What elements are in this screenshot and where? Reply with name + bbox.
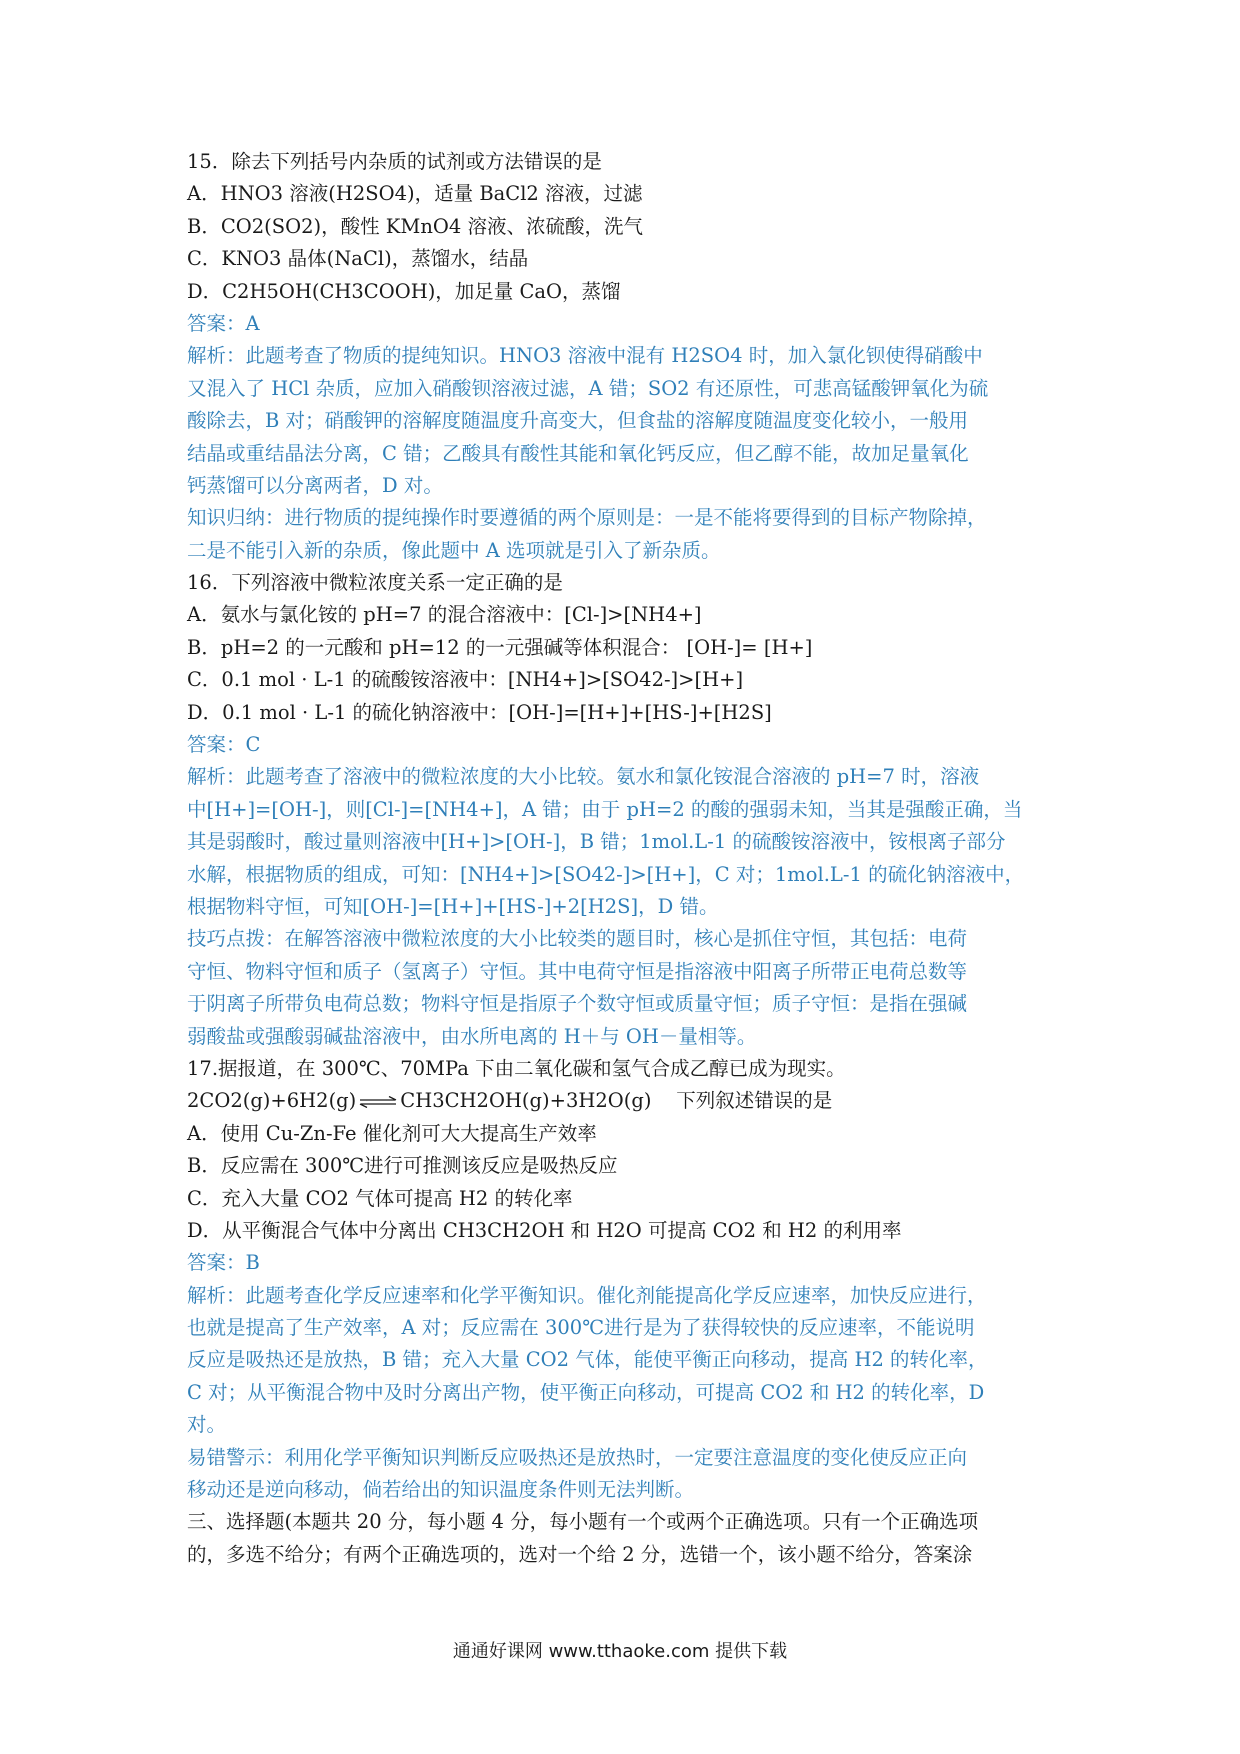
analysis-line: 反应是吸热还是放热，B 错；充入大量 CO2 气体，能使平衡正向移动，提高 H2 的转化率， <box>187 1348 988 1372</box>
analysis-line: 也就是提高了生产效率，A 对；反应需在 300℃进行是为了获得较快的反应速率，不能说明 <box>187 1316 975 1340</box>
question-17 <box>187 1053 1067 1506</box>
question-stem: 16．下列溶液中微粒浓度关系一定正确的是 <box>187 571 563 595</box>
equation-products: CH3CH2OH(g)+3H2O(g) <box>400 1089 652 1113</box>
equation-reactants: 2CO2(g)+6H2(g) <box>187 1089 357 1113</box>
analysis <box>187 1280 1067 1442</box>
option-c: C．0.1 mol · L-1 的硫酸铵溶液中：[NH4+]>[SO42-]>[H+] <box>187 668 744 692</box>
summary-line: 二是不能引入新的杂质，像此题中 A 选项就是引入了新杂质。 <box>187 538 721 562</box>
option-d: D．从平衡混合气体中分离出 CH3CH2OH 和 H2O 可提高 CO2 和 H2 的利用率 <box>187 1218 902 1242</box>
answer: 答案：C <box>187 733 261 757</box>
option-a: A．HNO3 溶液(H2SO4)，适量 BaCl2 溶液，过滤 <box>187 182 643 206</box>
analysis-line: 解析：此题考查了溶液中的微粒浓度的大小比较。氨水和氯化铵混合溶液的 pH=7 时，溶液 <box>187 765 980 789</box>
page-footer: 通通好课网 www.tthaoke.com 提供下载 <box>452 1641 788 1662</box>
answer: 答案：A <box>187 311 260 335</box>
section-line: 的，多选不给分；有两个正确选项的，选对一个给 2 分，选错一个，该小题不给分，答案涂 <box>187 1542 973 1566</box>
summary-line: 知识归纳：进行物质的提纯操作时要遵循的两个原则是：一是不能将要得到的目标产物除掉， <box>187 506 987 530</box>
option-c: C．KNO3 晶体(NaCl)，蒸馏水，结晶 <box>187 247 529 271</box>
analysis <box>187 340 1067 502</box>
analysis-line: 又混入了 HCl 杂质，应加入硝酸钡溶液过滤，A 错；SO2 有还原性，可悲高锰酸钾氧化为硫 <box>187 376 989 400</box>
analysis-line: 解析：此题考查了物质的提纯知识。HNO3 溶液中混有 H2SO4 时，加入氯化钡使得硝酸中 <box>187 344 983 368</box>
analysis-line: 其是弱酸时，酸过量则溶液中[H+]>[OH-]，B 错；1mol.L-1 的硫酸铵溶液中，铵根离子部分 <box>187 830 1006 854</box>
tips-line: 守恒、物料守恒和质子（氢离子）守恒。其中电荷守恒是指溶液中阳离子所带正电荷总数等 <box>187 959 968 983</box>
option-d: D．C2H5OH(CH3COOH)，加足量 CaO，蒸馏 <box>187 279 621 303</box>
tips-line: 于阴离子所带负电荷总数；物料守恒是指原子个数守恒或质量守恒；质子守恒：是指在强碱 <box>187 992 968 1016</box>
option-a: A．使用 Cu-Zn-Fe 催化剂可大大提高生产效率 <box>187 1121 597 1145</box>
option-b: B．CO2(SO2)，酸性 KMnO4 溶液、浓硫酸，洗气 <box>187 214 643 238</box>
analysis-line: 根据物料守恒，可知[OH-]=[H+]+[HS-]+2[H2S]，D 错。 <box>187 894 719 918</box>
option-b: B．pH=2 的一元酸和 pH=12 的一元强碱等体积混合： [OH-]= [H+] <box>187 635 813 659</box>
option-a: A．氨水与氯化铵的 pH=7 的混合溶液中：[Cl-]>[NH4+] <box>187 603 702 627</box>
equilibrium-arrow-icon <box>358 1096 398 1108</box>
error-warning <box>187 1442 1067 1507</box>
question-tail: 下列叙述错误的是 <box>676 1089 833 1113</box>
tips-line: 弱酸盐或强酸弱碱盐溶液中，由水所电离的 H＋与 OH－量相等。 <box>187 1024 757 1048</box>
option-c: C．充入大量 CO2 气体可提高 H2 的转化率 <box>187 1186 573 1210</box>
analysis-line: 结晶或重结晶法分离，C 错；乙酸具有酸性其能和氧化钙反应，但乙醇不能，故加足量氧化 <box>187 441 969 465</box>
knowledge-summary <box>187 502 1067 567</box>
exam-page <box>187 146 1067 1571</box>
warning-line: 易错警示：利用化学平衡知识判断反应吸热还是放热时，一定要注意温度的变化使反应正向 <box>187 1445 968 1469</box>
technique-tips <box>187 923 1067 1053</box>
question-stem: 15．除去下列括号内杂质的试剂或方法错误的是 <box>187 150 602 173</box>
section-3-instructions <box>187 1506 1067 1571</box>
question-stem: 17.据报道，在 300℃、70MPa 下由二氧化碳和氢气合成乙醇已成为现实。 <box>187 1056 846 1080</box>
section-line: 三、选择题(本题共 20 分，每小题 4 分，每小题有一个或两个正确选项。只有一个正确选项 <box>187 1510 979 1534</box>
option-d: D．0.1 mol · L-1 的硫化钠溶液中：[OH-]=[H+]+[HS-]+[H2S] <box>187 700 772 724</box>
analysis-line: 中[H+]=[OH-]，则[Cl-]=[NH4+]，A 错；由于 pH=2 的酸的强弱未知，当其是强酸正确，当 <box>187 797 1023 821</box>
question-15 <box>187 146 1067 567</box>
analysis-line: 钙蒸馏可以分离两者，D 对。 <box>187 473 443 497</box>
analysis-line: 水解，根据物质的组成，可知：[NH4+]>[SO42-]>[H+]，C 对；1mol.L-1 的硫化钠溶液中， <box>187 862 1025 886</box>
warning-line: 移动还是逆向移动，倘若给出的知识温度条件则无法判断。 <box>187 1478 695 1502</box>
analysis-line: 对。 <box>187 1413 227 1437</box>
question-16 <box>187 567 1067 1053</box>
option-b: B．反应需在 300℃进行可推测该反应是吸热反应 <box>187 1154 618 1178</box>
analysis <box>187 761 1067 923</box>
analysis-line: 解析：此题考查化学反应速率和化学平衡知识。催化剂能提高化学反应速率，加快反应进行， <box>187 1283 987 1307</box>
analysis-line: 酸除去，B 对；硝酸钾的溶解度随温度升高变大，但食盐的溶解度随温度变化较小，一般用 <box>187 409 969 433</box>
reaction-equation <box>187 1085 1067 1117</box>
tips-line: 技巧点拨：在解答溶液中微粒浓度的大小比较类的题目时，核心是抓住守恒，其包括：电荷 <box>187 927 968 951</box>
analysis-line: C 对；从平衡混合物中及时分离出产物，使平衡正向移动，可提高 CO2 和 H2 的转化率，D <box>187 1380 985 1404</box>
answer: 答案：B <box>187 1251 260 1275</box>
